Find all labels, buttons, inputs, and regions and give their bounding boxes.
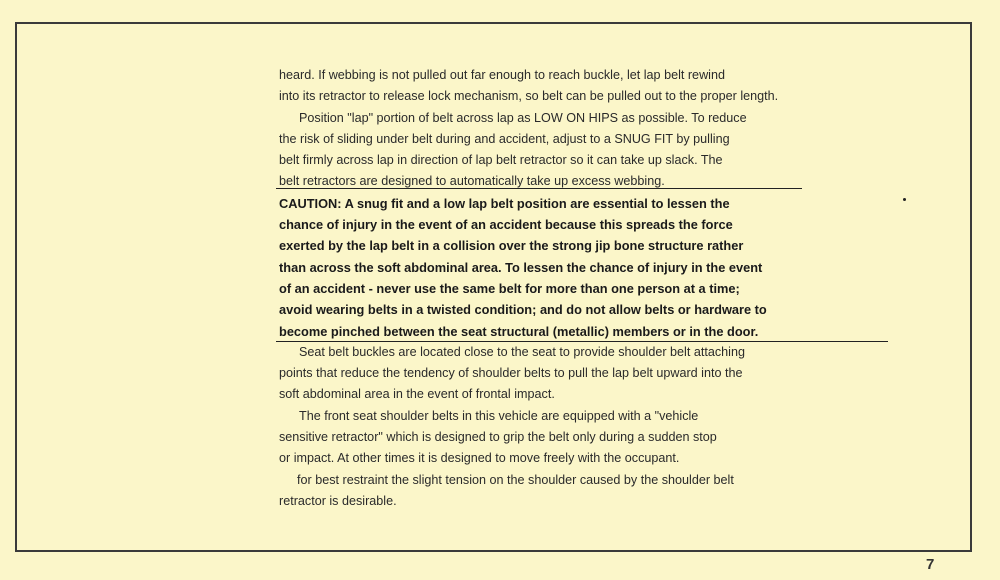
text-line: sensitive retractor" which is designed to grip the belt only during a sudden stop [279,430,717,445]
caution-line: CAUTION: A snug fit and a low lap belt position are essential to lessen the [279,195,730,211]
caution-line: exerted by the lap belt in a collision over the strong jip bone structure rather [279,238,744,254]
text-line: The front seat shoulder belts in this vehicle are equipped with a "vehicle [299,408,699,423]
caution-line: than across the soft abdominal area. To lessen the chance of injury in the event [279,259,763,275]
text-line: belt firmly across lap in direction of lap belt retractor so it can take up slack. The [279,153,723,168]
section-rule-top [276,188,802,189]
text-line: belt retractors are designed to automatically take up excess webbing. [279,174,665,189]
text-line: points that reduce the tendency of shoulder belts to pull the lap belt upward into the [279,366,743,381]
scan-speck [903,198,906,201]
text-line: retractor is desirable. [279,493,397,508]
text-line: soft abdominal area in the event of frontal impact. [279,387,555,402]
page-number: 7 [926,556,935,573]
manual-text [279,65,879,512]
caution-line: chance of injury in the event of an accident because this spreads the force [279,217,733,233]
text-line: heard. If webbing is not pulled out far enough to reach buckle, let lap belt rewind [279,68,725,82]
text-line: Position "lap" portion of belt across lap as LOW ON HIPS as possible. To reduce [299,110,747,125]
caution-line: avoid wearing belts in a twisted condition; and do not allow belts or hardware to [279,302,767,318]
text-line: or impact. At other times it is designed to move freely with the occupant. [279,451,680,466]
text-line: the risk of sliding under belt during and accident, adjust to a SNUG FIT by pulling [279,131,730,146]
text-line: into its retractor to release lock mechanism, so belt can be pulled out to the proper length. [279,89,779,104]
text-line: for best restraint the slight tension on the shoulder caused by the shoulder belt [297,472,734,487]
caution-line: of an accident - never use the same belt for more than one person at a time; [279,280,740,296]
text-line: Seat belt buckles are located close to the seat to provide shoulder belt attaching [299,344,745,359]
section-rule-bottom [276,341,888,342]
caution-line: become pinched between the seat structural (metallic) members or in the door. [279,323,759,339]
